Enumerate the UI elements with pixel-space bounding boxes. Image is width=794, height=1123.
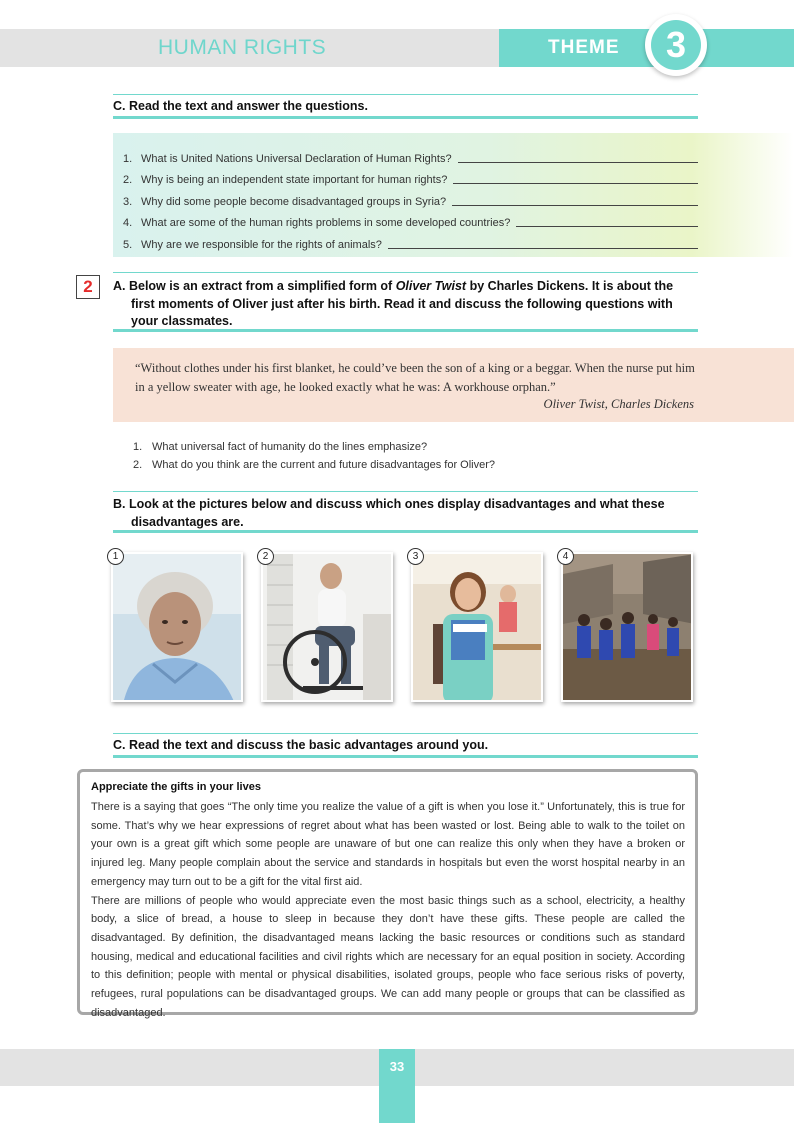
section-divider (113, 272, 698, 273)
question-item (123, 186, 698, 208)
picture-wheelchair-user (261, 552, 393, 702)
theme-label: THEME (548, 37, 620, 58)
question-text: Why are we responsible for the rights of animals? (141, 238, 382, 251)
question-text: Why is being an independent state important for human rights? (141, 174, 448, 186)
quote-text: “Without clothes under his first blanket, he could’ve been the son of a king or a beggar. When the nurse put him in a yellow sweater with age, he looked exactly what he was: A workhouse orphan.” (135, 361, 695, 394)
answer-line[interactable] (453, 172, 698, 184)
section-divider (113, 116, 698, 119)
question-number: 2. (133, 459, 143, 471)
activity-number-badge: 2 (76, 275, 100, 299)
answer-line[interactable] (452, 194, 698, 206)
reading-body (91, 798, 685, 1022)
question-item (123, 229, 698, 251)
questions-list (123, 143, 698, 251)
question-text: What are some of the human rights problems in some developed countries? (141, 217, 511, 229)
question-item (123, 143, 698, 165)
picture-number: 4 (557, 548, 574, 565)
question-number: 1. (123, 152, 133, 165)
question-number: 4. (123, 217, 133, 229)
question-text: What is United Nations Universal Declaration of Human Rights? (141, 152, 452, 165)
section-c1-heading: C. Read the text and answer the questions. (113, 99, 368, 113)
section-b-heading: B. Look at the pictures below and discuss which ones display disadvantages and what these disadvantages are. (113, 497, 665, 529)
section-a-heading-text: by Charles Dickens. It is about the first moments of Oliver just after his birth. Read it and discuss the following questions with your classmates. (131, 279, 674, 328)
question-number: 1. (133, 441, 143, 453)
section-divider (113, 733, 698, 734)
section-divider (113, 94, 698, 95)
reading-paragraph: There are millions of people who would appreciate even the most basic things such as a school, electricity, a healthy body, a slice of bread, a house to sleep in because they don’t have these gifts. These people are called the disadvantaged. By definition, the disadvantaged means lacking the basic resources or conditions such as standard housing, medical and educational facilities and civil rights which are necessary for an equal position in society. According to this definition; people with mental or physical disabilities, isolated groups, people who face serious risks of poverty, refugees, rural populations can be disadvantaged groups. We can add many people or groups that can be classified as disadvantaged. (91, 894, 685, 1019)
answer-line[interactable] (388, 237, 698, 249)
section-divider (113, 530, 698, 533)
question-item (123, 165, 698, 187)
question-number: 5. (123, 238, 133, 251)
list-item (133, 458, 693, 476)
section-divider (113, 329, 698, 332)
answer-line[interactable] (458, 151, 698, 163)
reading-title: Appreciate the gifts in your lives (91, 781, 261, 793)
quote-source: Oliver Twist, Charles Dickens (543, 397, 694, 411)
section-a-heading (113, 278, 698, 331)
theme-number: 3 (651, 20, 701, 70)
section-a-heading-text: A. Below is an extract from a simplified form of (113, 279, 396, 293)
picture-children-walking (561, 552, 693, 702)
answer-line[interactable] (516, 215, 698, 227)
picture-elderly-woman (111, 552, 243, 702)
question-text: What universal fact of humanity do the lines emphasize? (152, 441, 428, 453)
book-title: Oliver Twist (395, 279, 467, 293)
question-number: 2. (123, 174, 133, 186)
picture-number: 2 (257, 548, 274, 565)
reading-paragraph: There is a saying that goes “The only time you realize the value of a gift is when you lose it.” Unfortunately, this is true for some. That’s why we hear expressions of regret about what has been wasted or lost. Being able to walk to the toilet on your own is a great gift which some people are unaware of but one can realize this only when they have a broken or injured leg. Many people complain about the service and standards in hospitals but even the worst hospital nearby in an emergency may turn out to be a gift for the vital first aid. (91, 801, 685, 888)
picture-number: 1 (107, 548, 124, 565)
section-divider (113, 491, 698, 492)
list-item (133, 440, 693, 458)
page-number: 33 (389, 1059, 405, 1074)
question-item (123, 208, 698, 230)
question-number: 3. (123, 195, 133, 208)
picture-number: 3 (407, 548, 424, 565)
section-c2-heading: C. Read the text and discuss the basic advantages around you. (113, 738, 489, 752)
question-text: What do you think are the current and future disadvantages for Oliver? (152, 459, 496, 471)
picture-schoolgirl (411, 552, 543, 702)
section-divider (113, 755, 698, 758)
question-text: Why did some people become disadvantaged groups in Syria? (141, 195, 447, 208)
discussion-questions (133, 440, 693, 476)
page-title: HUMAN RIGHTS (158, 36, 327, 59)
